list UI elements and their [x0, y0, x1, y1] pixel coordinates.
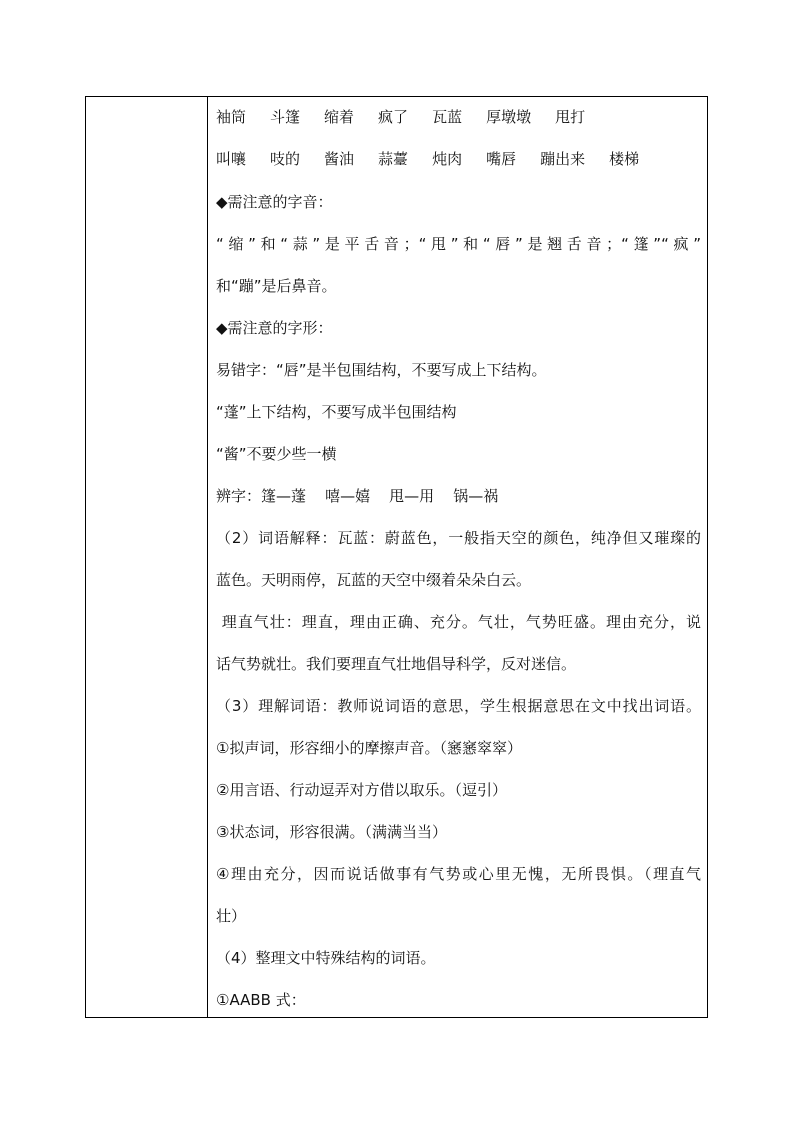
aabb-line: ①AABB 式：: [216, 991, 306, 1009]
vocab-word: 炖肉: [432, 150, 463, 168]
glyph-line-2: “蓬”上下结构，不要写成半包围结构: [216, 403, 457, 421]
vocab-word: 缩着: [324, 108, 355, 126]
vocab-word: 叫嚷: [216, 150, 247, 168]
vocab-word: 酱油: [324, 150, 355, 168]
vocab-word: 甩打: [555, 108, 586, 126]
vocab-word: 蹦出来: [540, 150, 586, 168]
definition-item-2: ②用言语、行动逗弄对方借以取乐。（逗引）: [216, 781, 507, 799]
vocab-word: 嘴唇: [486, 150, 517, 168]
glyph-heading: ◆需注意的字形：: [216, 319, 333, 337]
pronunciation-line-2: 和“蹦”是后鼻音。: [216, 277, 337, 295]
definition-item-3: ③状态词，形容很满。（满满当当）: [216, 823, 447, 841]
vocab-row-1: [216, 107, 701, 127]
vocab-word: 瓦蓝: [432, 108, 463, 126]
understanding-line: （3）理解词语：教师说词语的意思，学生根据意思在文中找出词语。: [216, 697, 701, 715]
distinguish-line: 辨字：篷—蓬 嘻—嬉 甩—用 锅—祸: [216, 487, 499, 505]
glyph-line-3: “酱”不要少些一横: [216, 445, 337, 463]
pronunciation-line-1: “缩”和“蒜”是平舌音；“甩”和“唇”是翘舌音；“篷”“疯”: [216, 235, 701, 253]
glyph-line-1: 易错字：“唇”是半包围结构，不要写成上下结构。: [216, 361, 547, 379]
table-left-column: [86, 97, 208, 1017]
pronunciation-heading: ◆需注意的字音：: [216, 193, 333, 211]
vocab-word: 袖筒: [216, 108, 247, 126]
vocab-row-2: [216, 149, 701, 169]
vocab-word: 楼梯: [609, 150, 640, 168]
vocab-word: 疯了: [378, 108, 409, 126]
lesson-table: [85, 96, 708, 1018]
explanation-line-1: （2）词语解释：瓦蓝：蔚蓝色，一般指天空的颜色，纯净但又璀璨的: [216, 529, 701, 547]
organize-line: （4）整理文中特殊结构的词语。: [216, 949, 436, 967]
explanation-line-2: 蓝色。天明雨停，瓦蓝的天空中缀着朵朵白云。: [216, 571, 532, 589]
table-right-column: [208, 97, 707, 1017]
explanation-line-4: 话气势就壮。我们要理直气壮地倡导科学，反对迷信。: [216, 655, 577, 673]
vocab-word: 蒜薹: [378, 150, 409, 168]
definition-item-4a: ④理由充分，因而说话做事有气势或心里无愧，无所畏惧。（理直气: [216, 865, 701, 883]
vocab-word: 斗篷: [270, 108, 301, 126]
vocab-word: 吱的: [270, 150, 301, 168]
definition-item-1: ①拟声词，形容细小的摩擦声音。（窸窸窣窣）: [216, 739, 522, 757]
vocab-word: 厚墩墩: [486, 108, 532, 126]
explanation-line-3: 理直气壮：理直，理由正确、充分。气壮，气势旺盛。理由充分，说: [216, 613, 701, 631]
definition-item-4b: 壮）: [216, 907, 247, 925]
